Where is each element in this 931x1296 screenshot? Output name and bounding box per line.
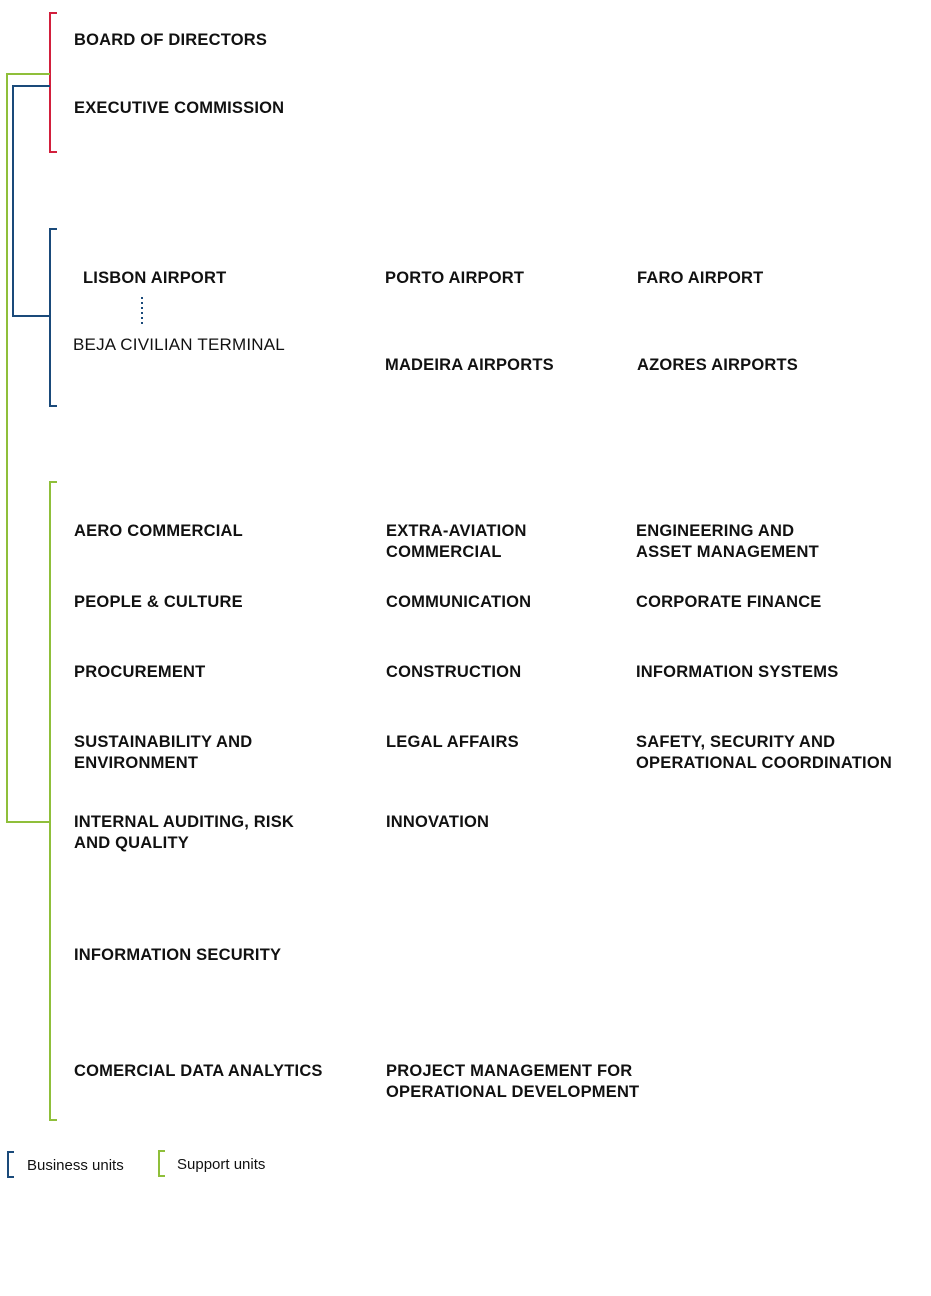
madeira-airports: MADEIRA AIRPORTS <box>385 356 554 374</box>
legal-affairs: LEGAL AFFAIRS <box>386 733 519 751</box>
corporate-finance: CORPORATE FINANCE <box>636 593 822 611</box>
faro-airport: FARO AIRPORT <box>637 269 764 287</box>
communication: COMMUNICATION <box>386 593 532 611</box>
legend-support-label: Support units <box>177 1156 266 1173</box>
business-connector <box>13 86 50 316</box>
procurement: PROCUREMENT <box>74 663 206 681</box>
safety-security-operational-coordination: SAFETY, SECURITY AND OPERATIONAL COORDINATION <box>636 733 892 772</box>
lisbon-airport: LISBON AIRPORT <box>83 269 227 287</box>
extra-aviation-commercial: EXTRA-AVIATION COMMERCIAL <box>386 522 527 561</box>
legend-support-swatch <box>159 1151 165 1176</box>
azores-airports: AZORES AIRPORTS <box>637 356 798 374</box>
information-security: INFORMATION SECURITY <box>74 946 282 964</box>
porto-airport: PORTO AIRPORT <box>385 269 525 287</box>
project-management-operational-development: PROJECT MANAGEMENT FOR OPERATIONAL DEVELOPMENT <box>386 1062 640 1101</box>
comercial-data-analytics: COMERCIAL DATA ANALYTICS <box>74 1062 323 1080</box>
support-bracket <box>50 482 57 1120</box>
legend-business-swatch <box>8 1152 14 1177</box>
legend-business-label: Business units <box>27 1157 124 1174</box>
aero-commercial: AERO COMMERCIAL <box>74 522 243 540</box>
innovation: INNOVATION <box>386 813 490 831</box>
construction: CONSTRUCTION <box>386 663 522 681</box>
internal-auditing-risk-quality: INTERNAL AUDITING, RISK AND QUALITY <box>74 813 295 852</box>
information-systems: INFORMATION SYSTEMS <box>636 663 839 681</box>
business-bracket <box>50 229 57 406</box>
beja-civilian-terminal: BEJA CIVILIAN TERMINAL <box>73 335 285 354</box>
governance-bracket <box>50 13 57 152</box>
board-of-directors: BOARD OF DIRECTORS <box>74 31 268 49</box>
engineering-asset-management: ENGINEERING AND ASSET MANAGEMENT <box>636 522 819 561</box>
executive-commission: EXECUTIVE COMMISSION <box>74 99 285 117</box>
sustainability-environment: SUSTAINABILITY AND ENVIRONMENT <box>74 733 253 772</box>
people-culture: PEOPLE & CULTURE <box>74 593 243 611</box>
